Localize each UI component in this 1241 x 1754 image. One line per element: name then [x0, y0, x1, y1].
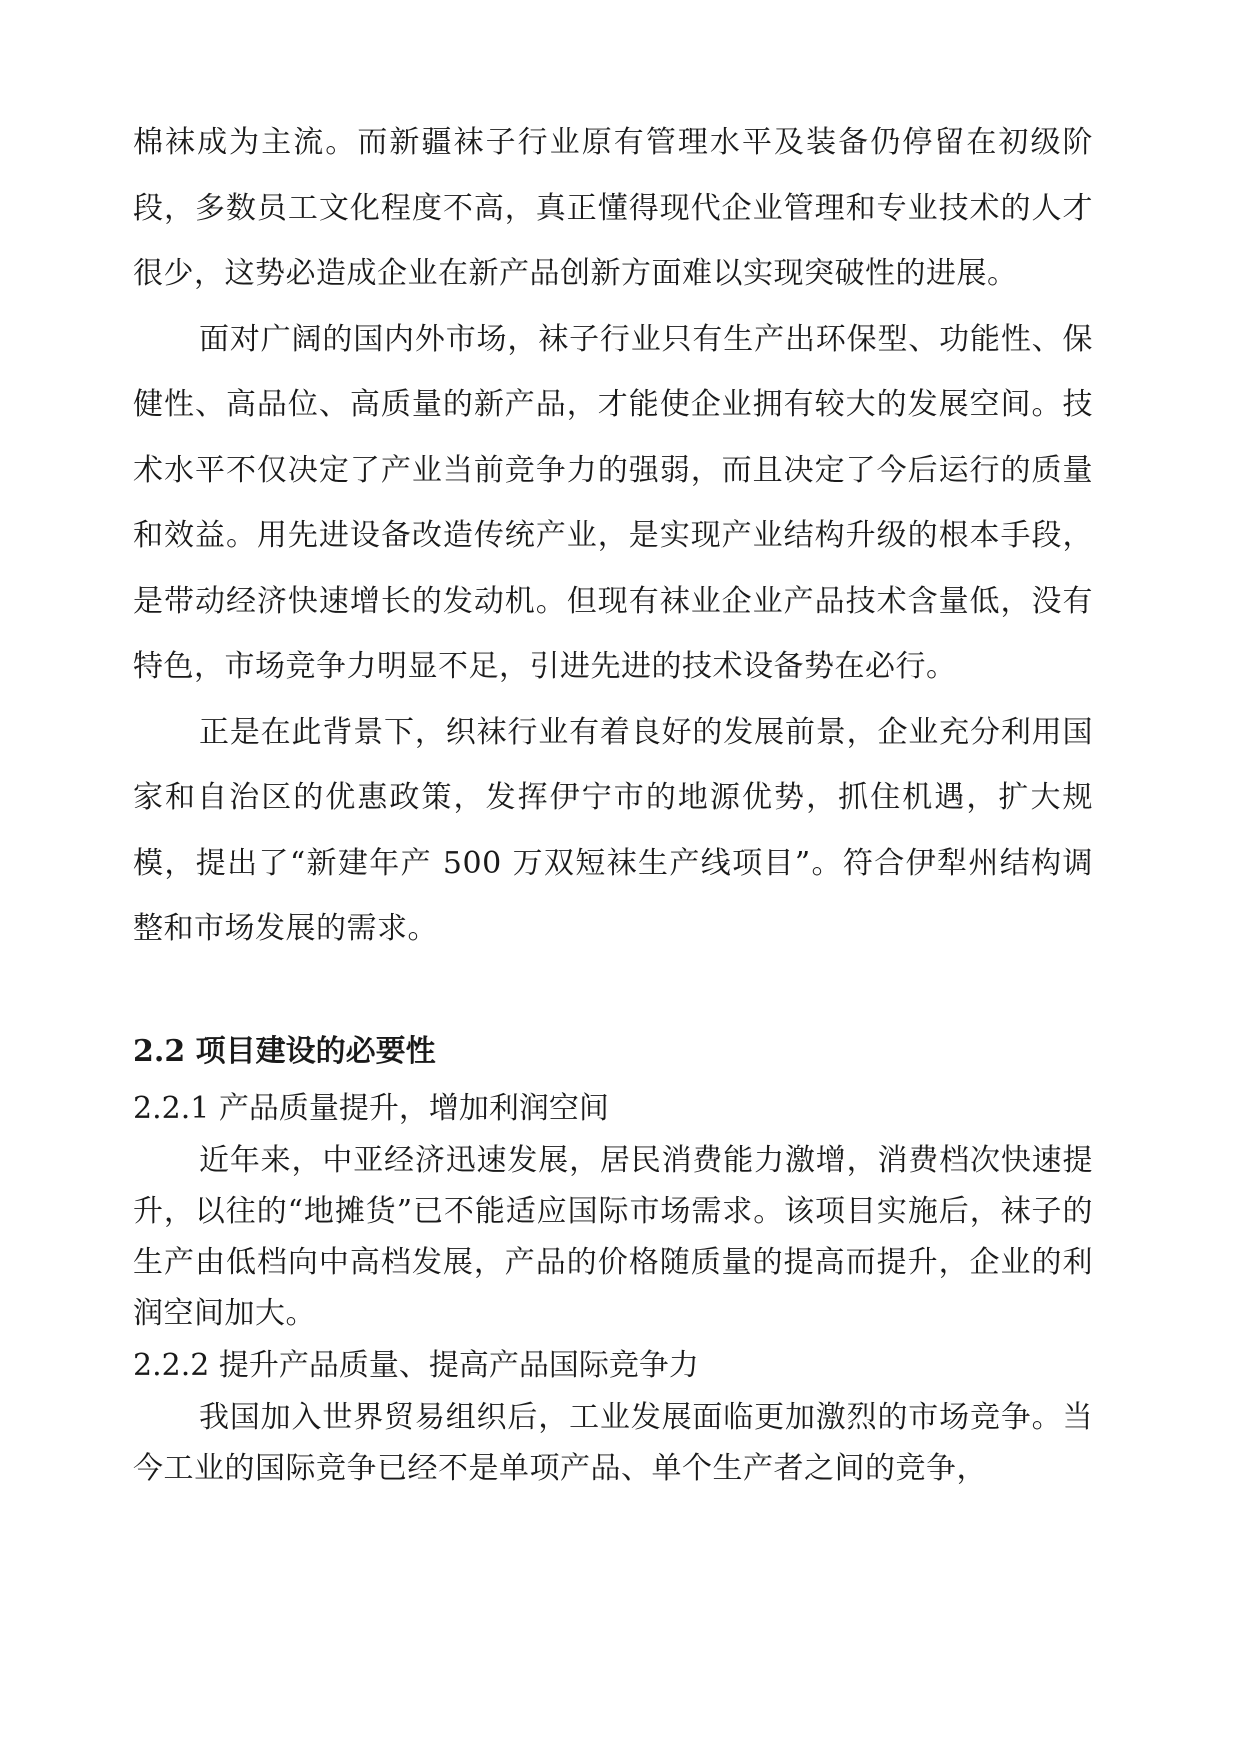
subsection-heading-2-2-2: 2.2.2 提升产品质量、提高产品国际竞争力 — [133, 1347, 699, 1383]
subsection-paragraph-2-2-1: 近年来，中亚经济迅速发展，居民消费能力激增，消费档次快速提升，以往的“地摊货”已不能适应国际市场需求。该项目实施后，袜子的生产由低档向中高档发展，产品的价格随质量的提高而提升，企业的利润空间加大。 — [133, 1142, 1093, 1331]
section-2-2 — [133, 1022, 1093, 1494]
subsection-paragraph-2-2-2: 我国加入世界贸易组织后，工业发展面临更加激烈的市场竞争。当今工业的国际竞争已经不是单项产品、单个生产者之间的竞争， — [133, 1399, 1093, 1486]
subsection-heading-2-2-1: 2.2.1 产品质量提升，增加利润空间 — [133, 1090, 609, 1126]
section-heading: 2.2 项目建设的必要性 — [133, 1033, 436, 1069]
body-paragraph-1: 棉袜成为主流。而新疆袜子行业原有管理水平及装备仍停留在初级阶段，多数员工文化程度不高，真正懂得现代企业管理和专业技术的人才很少，这势必造成企业在新产品创新方面难以实现突破性的进展。 — [133, 125, 1093, 291]
body-paragraph-2: 面对广阔的国内外市场，袜子行业只有生产出环保型、功能性、保健性、高品位、高质量的新产品，才能使企业拥有较大的发展空间。技术水平不仅决定了产业当前竞争力的强弱，而且决定了今后运行的质量和效益。用先进设备改造传统产业，是实现产业结构升级的根本手段，是带动经济快速增长的发动机。但现有袜业企业产品技术含量低，没有特色，市场竞争力明显不足，引进先进的技术设备势在必行。 — [133, 321, 1093, 684]
document-page — [133, 110, 1093, 1494]
body-paragraph-3: 正是在此背景下，织袜行业有着良好的发展前景，企业充分利用国家和自治区的优惠政策，发挥伊宁市的地源优势，抓住机遇，扩大规模，提出了“新建年产 500 万双短袜生产线项目”。符合伊犁州结构调整和市场发展的需求。 — [133, 714, 1093, 946]
